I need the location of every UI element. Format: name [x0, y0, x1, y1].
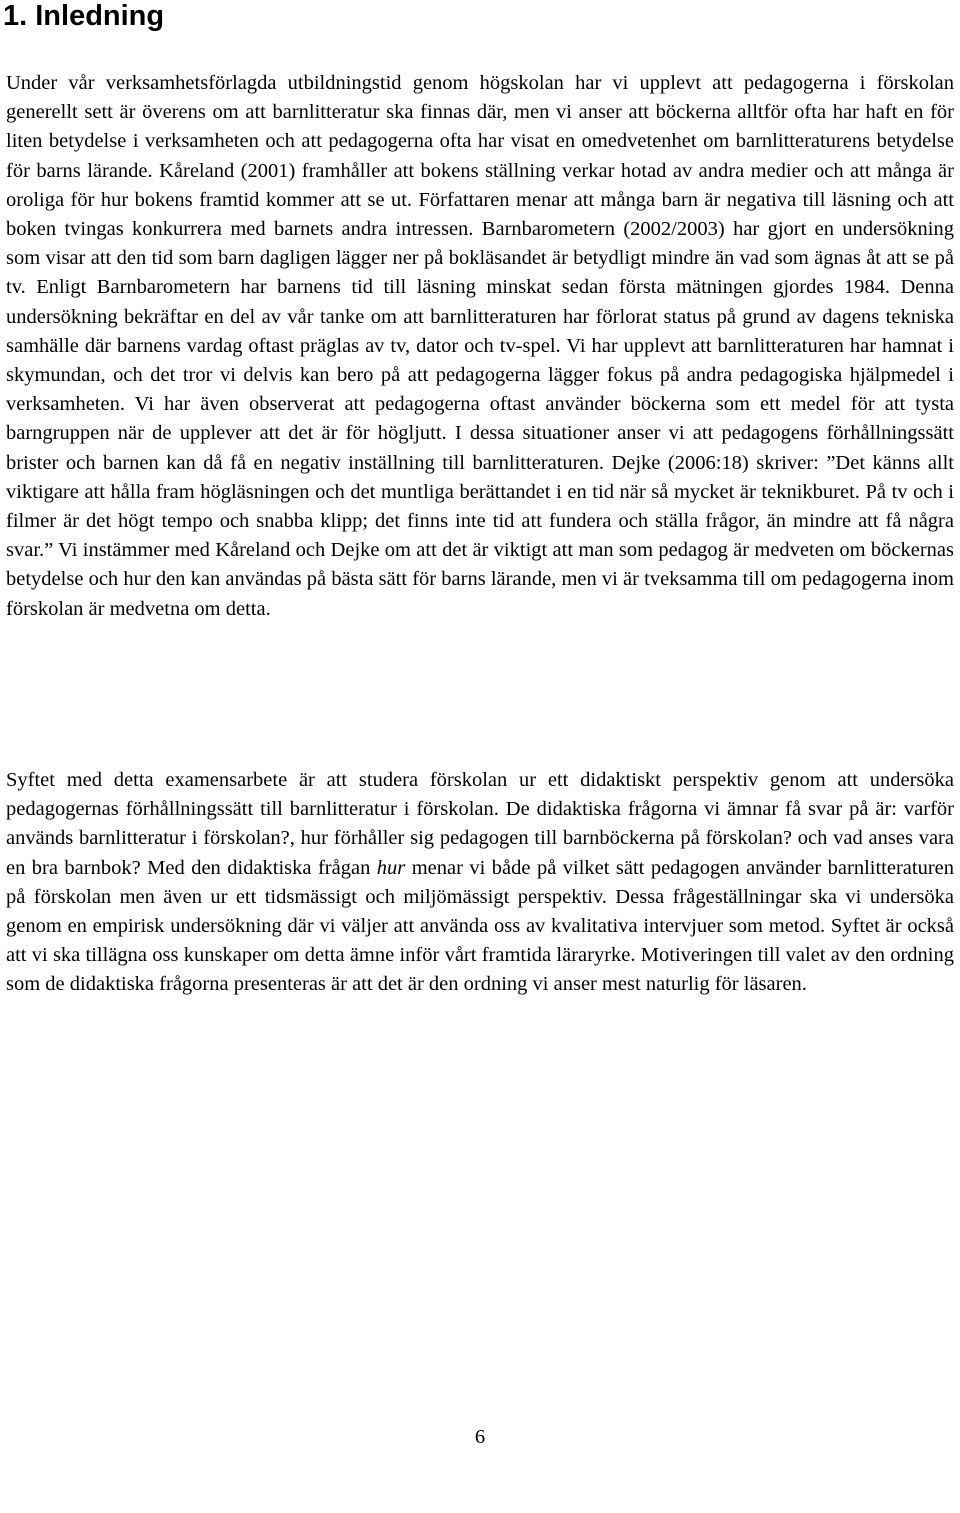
paragraph-purpose — [6, 766, 954, 1000]
page-number: 6 — [474, 1426, 486, 1448]
paragraph-purpose-text-end: menar vi både på vilket sätt pedagogen använder barnlitteraturen på förskolan men även ur ett tidsmässigt och miljömässigt perspektiv. Dessa frågeställningar ska vi undersöka genom en empirisk undersökning där vi väljer att använda oss av kvalitativa intervjuer som metod. Syftet är också att vi ska tillägna oss kunskaper om detta ämne inför vårt framtida läraryrke. Motiveringen till valet av den ordning som de didaktiska frågorna presenteras är att det är den ordning vi anser mest naturlig för läsaren. — [6, 856, 954, 996]
italic-word-hur: hur — [376, 856, 406, 879]
paragraph-purpose-text-start: Syftet med detta examensarbete är att studera förskolan ur ett didaktiskt perspektiv genom att undersöka pedagogernas förhållningssätt till barnlitteratur i förskolan. De didaktiska frågorna vi ämnar få svar på är: varför används barnlitteratur i förskolan?, hur förhåller sig pedagogen till barnböckerna på förskolan? och vad anses vara en bra barnbok? Med den didaktiska frågan — [6, 769, 954, 879]
paragraph-introduction: Under vår verksamhetsförlagda utbildningstid genom högskolan har vi upplevt att pedagogerna i förskolan generellt sett är överens om att barnlitteratur ska finnas där, men vi anser att böckerna alltför ofta har haft en för liten betydelse i verksamheten och att pedagogerna ofta har visat en omedvetenhet om barnlitteraturens betydelse för barns lärande. Kåreland (2001) framhåller att bokens ställning verkar hotad av andra medier och att många är oroliga för hur bokens framtid kommer att se ut. Författaren menar att många barn är negativa till läsning och att boken tvingas konkurrera med barnets andra intressen. Barnbarometern (2002/2003) har gjort en undersökning som visar att den tid som barn dagligen lägger ner på bokläsandet är betydligt mindre än vad som ägnas åt att se på tv. Enligt Barnbarometern har barnens tid till läsning minskat sedan första mätningen gjordes 1984. Denna undersökning bekräftar en del av vår tanke om att barnlitteraturen har förlorat status på grund av dagens tekniska samhälle där barnens vardag oftast präglas av tv, dator och tv-spel. Vi har upplevt att barnlitteraturen har hamnat i skymundan, och det tror vi delvis kan bero på att pedagogerna lägger fokus på andra pedagogiska hjälpmedel i verksamheten. Vi har även observerat att pedagogerna oftast använder böckerna som ett medel för att tysta barngruppen när de upplever att det är för högljutt. I dessa situationer anser vi att pedagogens förhållningssätt brister och barnen kan då få en negativ inställning till barnlitteraturen. Dejke (2006:18) skriver: ”Det känns allt viktigare att hålla fram högläsningen och det muntliga berättandet i en tid när så mycket är teknikburet. På tv och i filmer är det högt tempo och snabba klipp; det finns inte tid att fundera och ställa frågor, än mindre att få några svar.” Vi instämmer med Kåreland och Dejke om att det är viktigt att man som pedagog är medveten om böckernas betydelse och hur den kan användas på bästa sätt för barns lärande, men vi är tveksamma till om pedagogerna inom förskolan är medvetna om detta. — [6, 72, 954, 620]
section-heading: 1. Inledning — [3, 0, 165, 32]
